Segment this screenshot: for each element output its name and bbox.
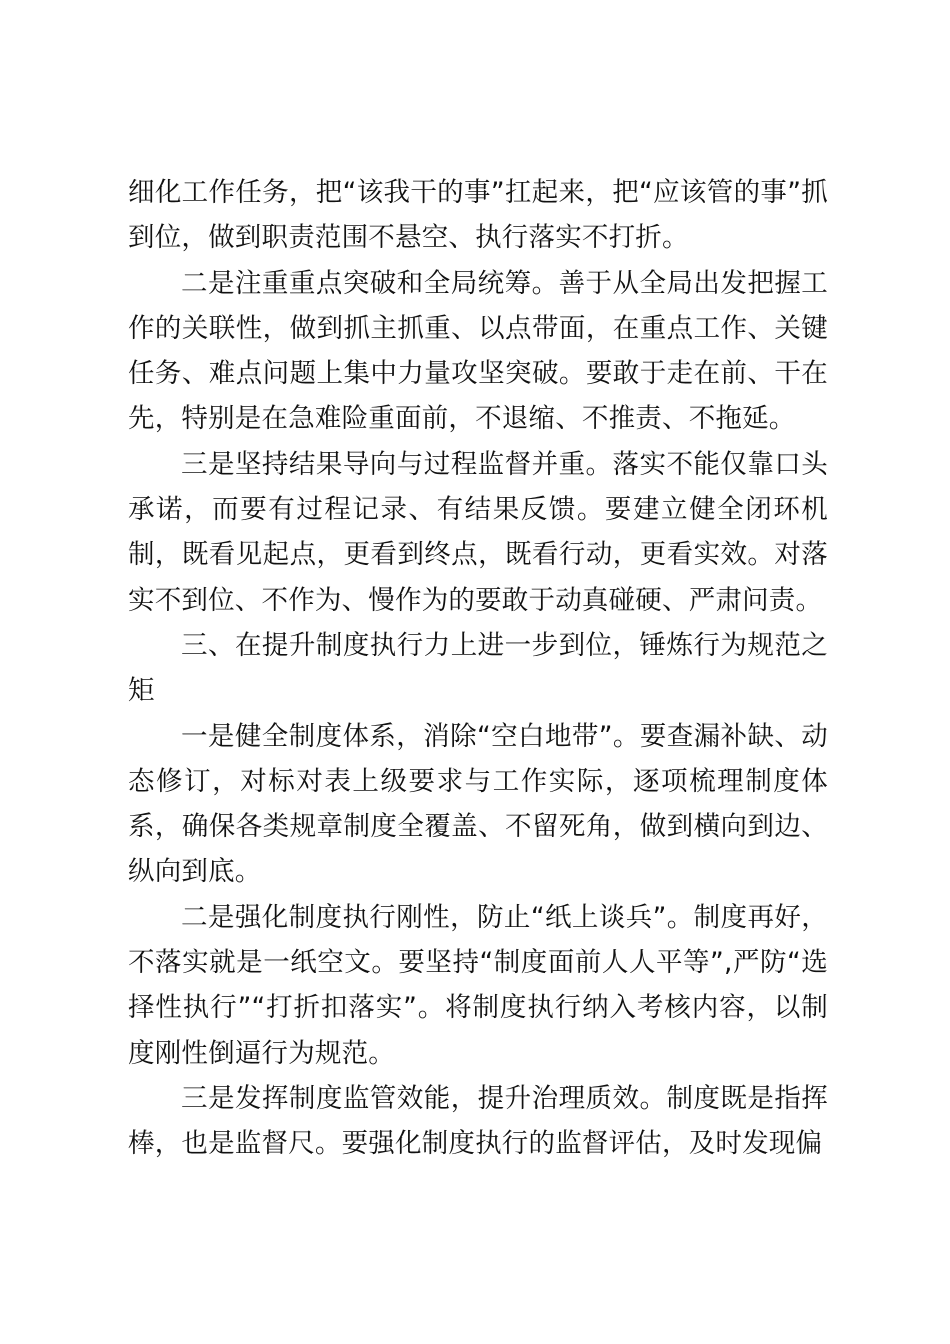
paragraph-continued: 细化工作任务，把“该我干的事”扛起来，把“应该管的事”抓到位，做到职责范围不悬空、执行落实不打折。 [128,177,828,254]
body-text [128,170,828,1167]
paragraph-key-breakthrough: 二是注重重点突破和全局统筹。善于从全局出发把握工作的关联性，做到抓主抓重、以点带面，在重点工作、关键任务、难点问题上集中力量攻坚突破。要敢于走在前、干在先，特别是在急难险重面前，不退缩、不推责、不拖延。 [128,267,828,435]
paragraph-supervision: 三是发挥制度监管效能，提升治理质效。制度既是指挥棒，也是监督尺。要强化制度执行的监督评估，及时发现偏 [128,1082,828,1160]
paragraph-execution-rigidity: 二是强化制度执行刚性，防止“纸上谈兵”。制度再好，不落实就是一纸空文。要坚持“制度面前人人平等”,严防“选择性执行”“打折扣落实”。将制度执行纳入考核内容，以制度刚性倒逼行为规范。 [128,901,828,1069]
section-heading: 三、在提升制度执行力上进一步到位，锤炼行为规范之矩 [128,629,828,707]
paragraph-system-improve: 一是健全制度体系，消除“空白地带”。要查漏补缺、动态修订，对标对表上级要求与工作实际，逐项梳理制度体系，确保各类规章制度全覆盖、不留死角，做到横向到边、纵向到底。 [128,720,828,888]
paragraph-result-process: 三是坚持结果导向与过程监督并重。落实不能仅靠口头承诺，而要有过程记录、有结果反馈。要建立健全闭环机制，既看见起点，更看到终点，既看行动，更看实效。对落实不到位、不作为、慢作为的要敢于动真碰硬、严肃问责。 [128,448,828,616]
